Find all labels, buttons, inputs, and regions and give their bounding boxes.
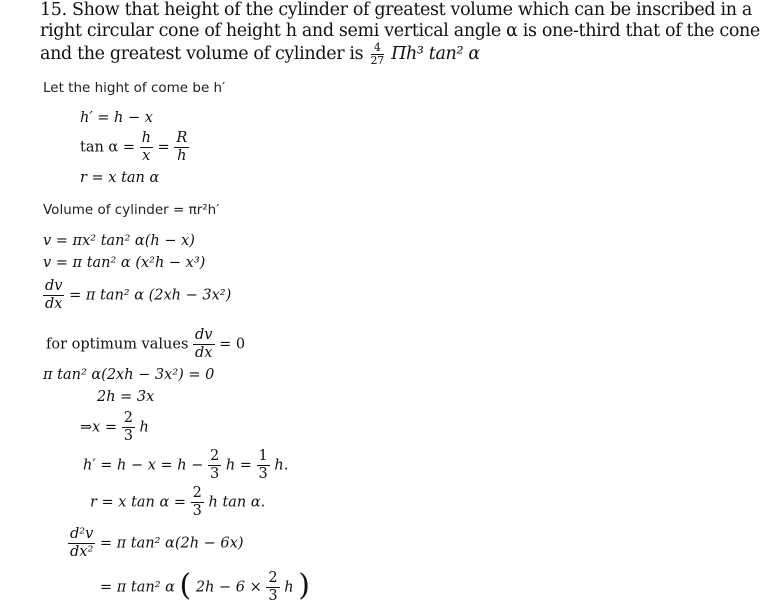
line-2h-3x: 2h = 3x bbox=[97, 389, 155, 405]
right-paren: ) bbox=[298, 567, 310, 603]
line-hight-definition: Let the hight of come be h′ bbox=[43, 80, 226, 96]
second-deriv-rhs: = π tan² α(2h − 6x) bbox=[99, 535, 244, 552]
optimum-frac bbox=[193, 327, 214, 362]
tan-frac-2 bbox=[174, 130, 189, 165]
x-frac-num: 2 bbox=[123, 410, 133, 426]
line-r-equals: r = x tan α bbox=[80, 170, 160, 186]
x-frac bbox=[122, 410, 135, 445]
derivative-rhs: = π tan² α (2xh − 3x²) bbox=[69, 287, 232, 304]
derivative-num: dv bbox=[45, 278, 63, 294]
line-v-2: v = π tan² α (x²h − x³) bbox=[43, 255, 206, 271]
r-part-a: r = x tan α = bbox=[90, 494, 187, 511]
line-derivative bbox=[43, 278, 231, 313]
hp-frac-1 bbox=[208, 448, 221, 483]
hp-frac-2-den: 3 bbox=[258, 466, 268, 482]
optimum-num: dv bbox=[195, 327, 213, 343]
r-frac bbox=[191, 485, 204, 520]
final-frac-num: 2 bbox=[268, 570, 278, 586]
line-h-prime-result bbox=[83, 448, 288, 483]
optimum-text: for optimum values bbox=[46, 336, 189, 353]
hp-frac-2-num: 1 bbox=[258, 448, 268, 464]
derivative-frac bbox=[43, 278, 64, 313]
question-number: 15. bbox=[40, 0, 67, 20]
line-h-prime: h′ = h − x bbox=[80, 110, 153, 126]
x-rhs: h bbox=[139, 419, 149, 436]
hp-part-b: h = bbox=[225, 457, 252, 474]
final-part-c: h bbox=[284, 579, 294, 596]
r-frac-num: 2 bbox=[192, 485, 202, 501]
r-frac-den: 3 bbox=[192, 503, 202, 519]
tan-frac-2-num: R bbox=[176, 130, 188, 146]
x-lhs: ⇒x = bbox=[80, 419, 118, 436]
line-x-equals bbox=[80, 410, 149, 445]
line-pi-tan-zero: π tan² α(2xh − 3x²) = 0 bbox=[43, 367, 215, 383]
tan-lhs: tan α = bbox=[80, 139, 135, 156]
line-r-result bbox=[90, 485, 265, 520]
second-deriv-den: dx² bbox=[70, 544, 94, 560]
tan-frac-1-den: x bbox=[142, 148, 151, 164]
line-optimum bbox=[46, 327, 245, 362]
line-final bbox=[100, 567, 310, 605]
left-paren: ( bbox=[179, 567, 192, 603]
second-deriv-num: d²v bbox=[70, 526, 94, 542]
hp-frac-1-den: 3 bbox=[209, 466, 220, 482]
question-frac-num: 4 bbox=[371, 42, 384, 55]
optimum-rhs: = 0 bbox=[219, 336, 246, 353]
question-expression: Πh³ tan² α bbox=[391, 44, 480, 64]
question-body: Show that height of the cylinder of greatest volume which can be inscribed in a right circular cone of height h and semi vertical angle α is one-third that of the cone and the greatest volume of cylinder is bbox=[40, 0, 760, 64]
tan-eq: = bbox=[157, 139, 170, 156]
hp-frac-1-num: 2 bbox=[209, 448, 220, 464]
final-frac-den: 3 bbox=[268, 588, 278, 604]
r-part-b: h tan α. bbox=[208, 494, 266, 511]
derivative-den: dx bbox=[45, 296, 63, 312]
final-part-b: 2h − 6 × bbox=[195, 579, 262, 596]
final-part-a: = π tan² α bbox=[100, 579, 175, 596]
hp-part-c: h. bbox=[274, 457, 289, 474]
tan-frac-1-num: h bbox=[141, 130, 151, 146]
tan-frac-1 bbox=[140, 130, 153, 165]
tan-frac-2-den: h bbox=[177, 148, 187, 164]
second-deriv-frac bbox=[68, 526, 95, 561]
x-frac-den: 3 bbox=[123, 428, 133, 444]
question-frac-den: 27 bbox=[370, 54, 384, 67]
line-v-1: v = πx² tan² α(h − x) bbox=[43, 233, 195, 249]
line-volume-cylinder: Volume of cylinder = πr²h′ bbox=[43, 202, 220, 218]
hp-frac-2 bbox=[257, 448, 270, 483]
final-frac bbox=[266, 570, 279, 605]
line-tan-alpha bbox=[80, 130, 189, 165]
question-text bbox=[40, 0, 770, 67]
line-second-derivative bbox=[68, 526, 243, 561]
optimum-den: dx bbox=[195, 345, 213, 361]
question-fraction bbox=[371, 42, 384, 67]
hp-part-a: h′ = h − x = h − bbox=[83, 457, 204, 474]
